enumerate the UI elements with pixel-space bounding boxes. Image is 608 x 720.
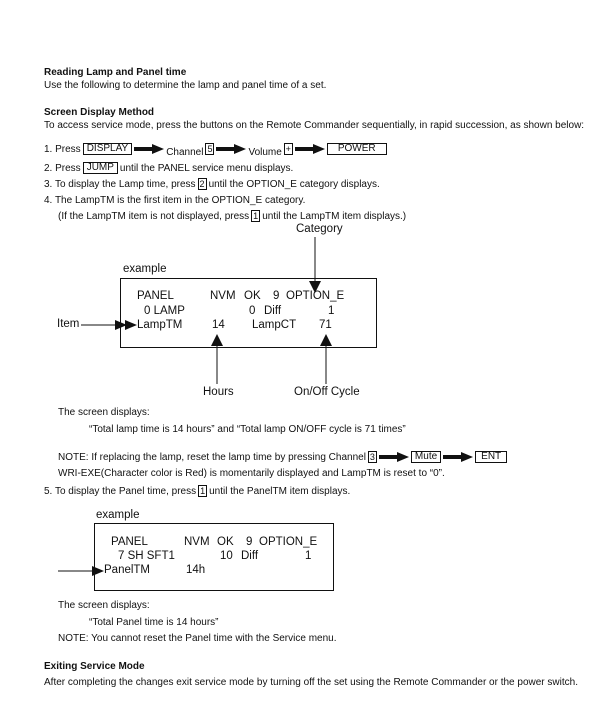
ex2-r1-panel: PANEL xyxy=(111,536,148,548)
step-4-prefix: (If the LampTM item is not displayed, press xyxy=(58,210,250,222)
section-title-reading: Reading Lamp and Panel time xyxy=(44,67,187,78)
step-2-suffix: until the PANEL service menu displays. xyxy=(119,162,294,174)
item-label: Item xyxy=(57,318,80,330)
number-5-key: 5 xyxy=(207,144,213,154)
arrow-right-icon xyxy=(295,144,325,154)
ex1-r1-ok: OK xyxy=(244,290,261,302)
section-desc-reading: Use the following to determine the lamp and panel time of a set. xyxy=(44,80,327,91)
screen2-line2: “Total Panel time is 14 hours” xyxy=(89,617,219,628)
volume-plus-key: + xyxy=(285,144,291,154)
ex1-r2-0: 0 xyxy=(249,305,256,317)
section-title-exiting: Exiting Service Mode xyxy=(44,661,145,672)
ex2-r1-9: 9 xyxy=(246,536,253,548)
screen1-line2: “Total lamp time is 14 hours” and “Total lamp ON/OFF cycle is 71 times” xyxy=(89,424,406,435)
ex2-r2-10: 10 xyxy=(220,550,233,562)
step-5-suffix: until the PanelTM item displays. xyxy=(209,485,351,497)
step-5 xyxy=(44,485,350,497)
arrow-right-icon xyxy=(443,452,473,462)
arrow-right-icon xyxy=(216,144,246,154)
ex2-r3-paneltm: PanelTM xyxy=(104,564,151,576)
ex1-r2-diff: Diff xyxy=(264,305,282,317)
hours-label: Hours xyxy=(203,386,234,398)
arrow-up-icon xyxy=(319,334,333,384)
ex2-r3-14h: 14h xyxy=(186,564,206,576)
ex1-r1-option: OPTION_E xyxy=(286,290,345,302)
cycle-label: On/Off Cycle xyxy=(294,386,360,398)
ex1-r3-71: 71 xyxy=(319,319,332,331)
section-title-screen-display: Screen Display Method xyxy=(44,107,155,118)
ex2-r2-sft1: 7 SH SFT1 xyxy=(118,550,175,562)
ex1-r1-9: 9 xyxy=(273,290,280,302)
arrow-up-icon xyxy=(210,334,224,384)
example-label-2: example xyxy=(96,509,140,521)
note-1 xyxy=(58,451,507,463)
arrow-right-icon xyxy=(58,566,104,576)
number-1-key: 1 xyxy=(200,486,206,496)
ex1-r3-lamptm: LampTM xyxy=(137,319,183,331)
note-1-line2: WRI-EXE(Character color is Red) is momentarily displayed and LampTM is reset to “0”. xyxy=(58,468,445,479)
number-2-key: 2 xyxy=(199,179,205,189)
step-4-line2 xyxy=(58,210,406,222)
step-5-prefix: 5. To display the Panel time, press xyxy=(44,485,197,497)
note-1-prefix: NOTE: If replacing the lamp, reset the lamp time by pressing Channel xyxy=(58,451,366,463)
section-desc-screen-display: To access service mode, press the buttons on the Remote Commander sequentially, in rapid succession, as shown below: xyxy=(44,120,585,131)
screen1-line1: The screen displays: xyxy=(58,407,150,418)
arrow-right-icon xyxy=(379,452,409,462)
screen2-line1: The screen displays: xyxy=(58,600,150,611)
ex2-r1-nvm: NVM xyxy=(184,536,210,548)
section-desc-exiting: After completing the changes exit service mode by turning off the set using the Remote Commander or the power switch. xyxy=(44,677,578,688)
step-3-prefix: 3. To display the Lamp time, press xyxy=(44,178,196,190)
ex2-r2-diff: Diff xyxy=(241,550,259,562)
ex2-r1-option: OPTION_E xyxy=(259,536,318,548)
number-3-key: 3 xyxy=(369,452,375,462)
ex1-r2-1: 1 xyxy=(328,305,335,317)
jump-key: JUMP xyxy=(83,162,118,174)
ex2-r1-ok: OK xyxy=(217,536,234,548)
step-1 xyxy=(44,143,387,158)
step-4-line1: 4. The LampTM is the first item in the OPTION_E category. xyxy=(44,195,306,206)
ex1-r3-14: 14 xyxy=(212,319,225,331)
ex2-r2-1: 1 xyxy=(305,550,312,562)
ex1-r1-nvm: NVM xyxy=(210,290,236,302)
ex1-r2-lamp: 0 LAMP xyxy=(144,305,185,317)
ex1-r1-panel: PANEL xyxy=(137,290,174,302)
ex1-r3-lampct: LampCT xyxy=(252,319,297,331)
ent-key: ENT xyxy=(475,451,507,463)
arrow-right-icon xyxy=(81,320,127,330)
power-key: POWER xyxy=(327,143,387,155)
volume-label: Volume xyxy=(248,146,282,158)
mute-key: Mute xyxy=(411,451,441,463)
step-4-suffix: until the LampTM item displays.) xyxy=(262,210,407,222)
arrow-right-icon xyxy=(134,144,164,154)
step-2 xyxy=(44,162,293,174)
example-label: example xyxy=(123,263,167,275)
screen2-note: NOTE: You cannot reset the Panel time with the Service menu. xyxy=(58,633,337,644)
category-label: Category xyxy=(296,223,343,235)
step-2-prefix: 2. Press xyxy=(44,162,81,174)
step-3-suffix: until the OPTION_E category displays. xyxy=(208,178,380,190)
display-key: DISPLAY xyxy=(83,143,133,155)
step-1-text: 1. Press xyxy=(44,143,81,155)
step-3 xyxy=(44,178,380,190)
number-1-key: 1 xyxy=(253,211,259,221)
channel-label: Channel xyxy=(166,146,204,158)
